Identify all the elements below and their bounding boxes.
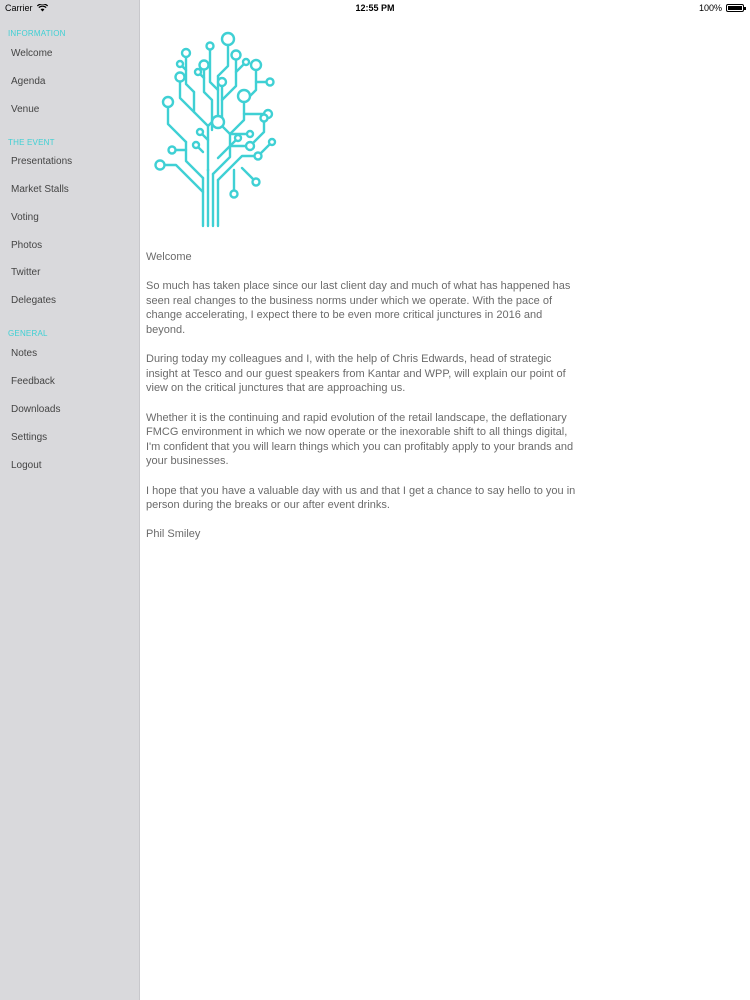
battery-icon — [726, 4, 744, 12]
signature: Phil Smiley — [146, 528, 201, 541]
paragraph-4: I hope that you have a valuable day with us and that I get a chance to say hello to you in person during the breaks or our after event drinks. — [146, 484, 576, 512]
page-title: Welcome — [146, 251, 192, 263]
sidebar-item-twitter[interactable]: Twitter — [11, 267, 41, 278]
status-bar — [0, 0, 750, 16]
paragraph-1: So much has taken place since our last client day and much of what has happened has seen real changes to the business norms under which we operate. With the pace of change accelerating, I expect there to be even more critical junctures in 2016 and beyond. — [146, 280, 571, 336]
paragraph-3: Whether it is the continuing and rapid evolution of the retail landscape, the deflationary FMCG environment in which we now operate or the inexorable shift to all things digital, I'm confident that you will learn things which you can profitably apply to your brands and your businesses. — [146, 411, 574, 468]
section-header-the-event: THE EVENT — [8, 138, 55, 147]
paragraph-2: During today my colleagues and I, with the help of Chris Edwards, head of strategic insight at Tesco and our guest speakers from Kantar and WPP, will explain our point of view on the critical junctures that are approaching us. — [146, 353, 566, 395]
sidebar-item-notes[interactable]: Notes — [11, 348, 38, 359]
clock: 12:55 PM — [355, 3, 395, 13]
sidebar-item-venue[interactable]: Venue — [11, 104, 40, 115]
sidebar-item-voting[interactable]: Voting — [11, 212, 39, 223]
battery-indicator — [699, 3, 744, 13]
sidebar — [0, 0, 140, 1000]
section-header-general: GENERAL — [8, 329, 48, 338]
sidebar-item-welcome[interactable]: Welcome — [11, 48, 53, 59]
battery-percent: 100% — [698, 3, 722, 13]
sidebar-item-photos[interactable]: Photos — [11, 240, 43, 251]
carrier-label: Carrier — [5, 3, 33, 13]
circuit-tree-icon — [146, 30, 292, 228]
sidebar-item-logout[interactable]: Logout — [11, 460, 42, 471]
welcome-article — [146, 250, 576, 556]
section-header-information: INFORMATION — [8, 29, 66, 38]
sidebar-item-market-stalls[interactable]: Market Stalls — [11, 184, 69, 195]
sidebar-item-settings[interactable]: Settings — [11, 432, 48, 443]
sidebar-item-presentations[interactable]: Presentations — [11, 156, 73, 167]
sidebar-item-downloads[interactable]: Downloads — [11, 404, 61, 415]
sidebar-item-feedback[interactable]: Feedback — [11, 376, 55, 387]
sidebar-item-delegates[interactable]: Delegates — [11, 295, 57, 306]
sidebar-item-agenda[interactable]: Agenda — [11, 76, 46, 87]
